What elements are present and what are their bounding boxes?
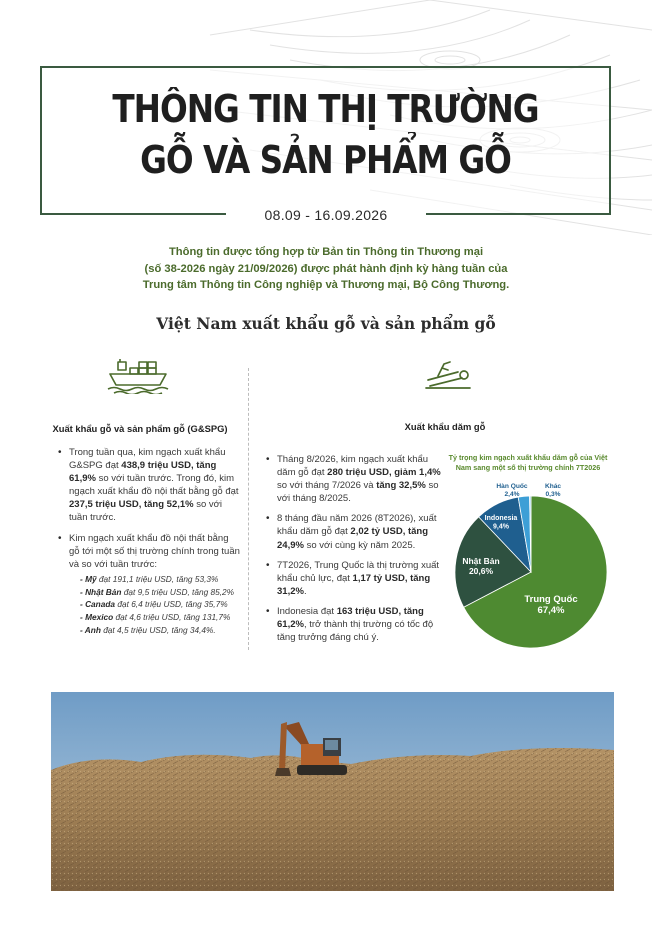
market-detail: đạt 9,5 triệu USD, tăng 85,2% [121, 586, 235, 597]
wood-log-icon [424, 358, 472, 390]
market-name: - Nhật Bản [80, 586, 122, 597]
market-item [80, 624, 240, 637]
pie-label-name: Khác [544, 483, 562, 490]
left-column-heading: Xuất khẩu gỗ và sản phẩm gỗ (G&SPG) [52, 423, 228, 434]
text: 8 tháng đầu năm 2026 (8T2026), xuất khẩu dăm gỗ đạt [277, 513, 437, 538]
highlight: tăng 32,5% [376, 480, 426, 492]
date-range: 08.09 - 16.09.2026 [226, 204, 426, 226]
wood-chip-pile-photo [51, 692, 614, 891]
list-item [266, 453, 442, 505]
market-name: - Mỹ [80, 573, 97, 584]
pie-label-name: Indonesia [484, 515, 518, 522]
page-title-line2: GỖ VÀ SẢN PHẨM GỖ [140, 138, 511, 182]
pie-label-value: 2,4% [504, 491, 520, 499]
chart-title-line: Nam sang một số thị trường chính 7T2026 [455, 462, 601, 472]
list-item [266, 605, 442, 644]
market-item [80, 586, 240, 599]
intro-line: (số 38-2026 ngày 21/09/2026) được phát hành định kỳ hàng tuần của [144, 262, 508, 275]
page-title-line1: THÔNG TIN THỊ TRƯỜNG [112, 87, 539, 131]
list-item [58, 532, 240, 637]
market-item [80, 598, 240, 611]
pie-label-value: 9,4% [493, 523, 509, 531]
text: , trở thành thị trường có tốc độ tăng trưởng đáng chú ý. [277, 619, 434, 644]
right-column-list [266, 453, 442, 651]
market-name: - Mexico [80, 612, 114, 623]
highlight: 163 triệu USD, tăng 61,2% [277, 605, 424, 631]
highlight: 237,5 triệu USD, tăng 52,1% [69, 499, 194, 511]
intro-text [60, 244, 592, 294]
text: so với tuần trước. [69, 499, 223, 524]
pie-label-value: 67,4% [537, 605, 565, 616]
intro-line: Thông tin được tổng hợp từ Bản tin Thông tin Thương mại [168, 246, 484, 258]
text: so với tuần trước. Trong đó, kim ngạch xuất khẩu đồ nội thất bằng gỗ đạt [69, 473, 239, 498]
pie-label-value: 20,6% [468, 566, 494, 576]
text: 7T2026, Trung Quốc là thị trường xuất khẩu chủ lực, đạt [277, 559, 440, 584]
market-detail: đạt 191,1 triệu USD, tăng 53,3% [96, 573, 219, 584]
highlight: 438,9 triệu USD, tăng 61,9% [69, 460, 217, 485]
market-list [69, 573, 240, 637]
pie-chart [450, 470, 620, 650]
market-item [80, 573, 240, 586]
market-name: - Anh [80, 625, 101, 636]
highlight: 2,02 tỷ USD, tăng 24,9% [277, 526, 429, 551]
section-title: Việt Nam xuất khẩu gỗ và sản phẩm gỗ [156, 314, 496, 333]
list-item [58, 446, 240, 525]
text: so với cùng kỳ năm 2025. [303, 539, 416, 551]
market-name: - Canada [80, 599, 116, 610]
text: Kim ngạch xuất khẩu đồ nội thất bằng gỗ tới một số thị trường chính trong tuần và so với tuần trước: [69, 532, 240, 570]
right-column-heading: Xuất khẩu dăm gỗ [404, 421, 486, 432]
text: Indonesia đạt [277, 605, 337, 617]
text: so với tháng 8/2025. [277, 480, 439, 505]
intro-line: Trung tâm Thông tin Công nghiệp và Thương mại, Bộ Công Thương. [142, 279, 510, 291]
market-item [80, 611, 240, 624]
market-detail: đạt 4,6 triệu USD, tăng 131,7% [113, 612, 231, 623]
market-detail: đạt 4,5 triệu USD, tăng 34,4%. [100, 625, 216, 636]
cargo-ship-icon [106, 358, 170, 394]
highlight: 1,17 tỷ USD, tăng 31,2% [277, 572, 431, 597]
pie-label-value: 0,3% [545, 491, 561, 499]
column-divider [248, 368, 249, 650]
title-frame [40, 66, 611, 215]
text: . [303, 585, 307, 597]
pie-label-name: Hàn Quốc [496, 483, 528, 490]
text: Trong tuần qua, kim ngạch xuất khẩu G&SPG đạt [69, 447, 226, 472]
text: Tháng 8/2026, kim ngạch xuất khẩu dăm gỗ đạt [277, 454, 429, 479]
left-column-list [58, 446, 240, 644]
market-detail: đạt 6,4 triệu USD, tăng 35,7% [115, 599, 228, 610]
text: so với tháng 7/2026 và [277, 480, 377, 492]
pie-label-name: Nhật Bản [462, 556, 500, 566]
highlight: 280 triệu USD, giảm 1,4% [327, 467, 441, 479]
list-item [266, 559, 442, 598]
list-item [266, 512, 442, 551]
chart-title-line: Tỷ trọng kim ngạch xuất khẩu dăm gỗ của Việt [448, 453, 608, 462]
pie-label-name: Trung Quốc [524, 594, 578, 605]
